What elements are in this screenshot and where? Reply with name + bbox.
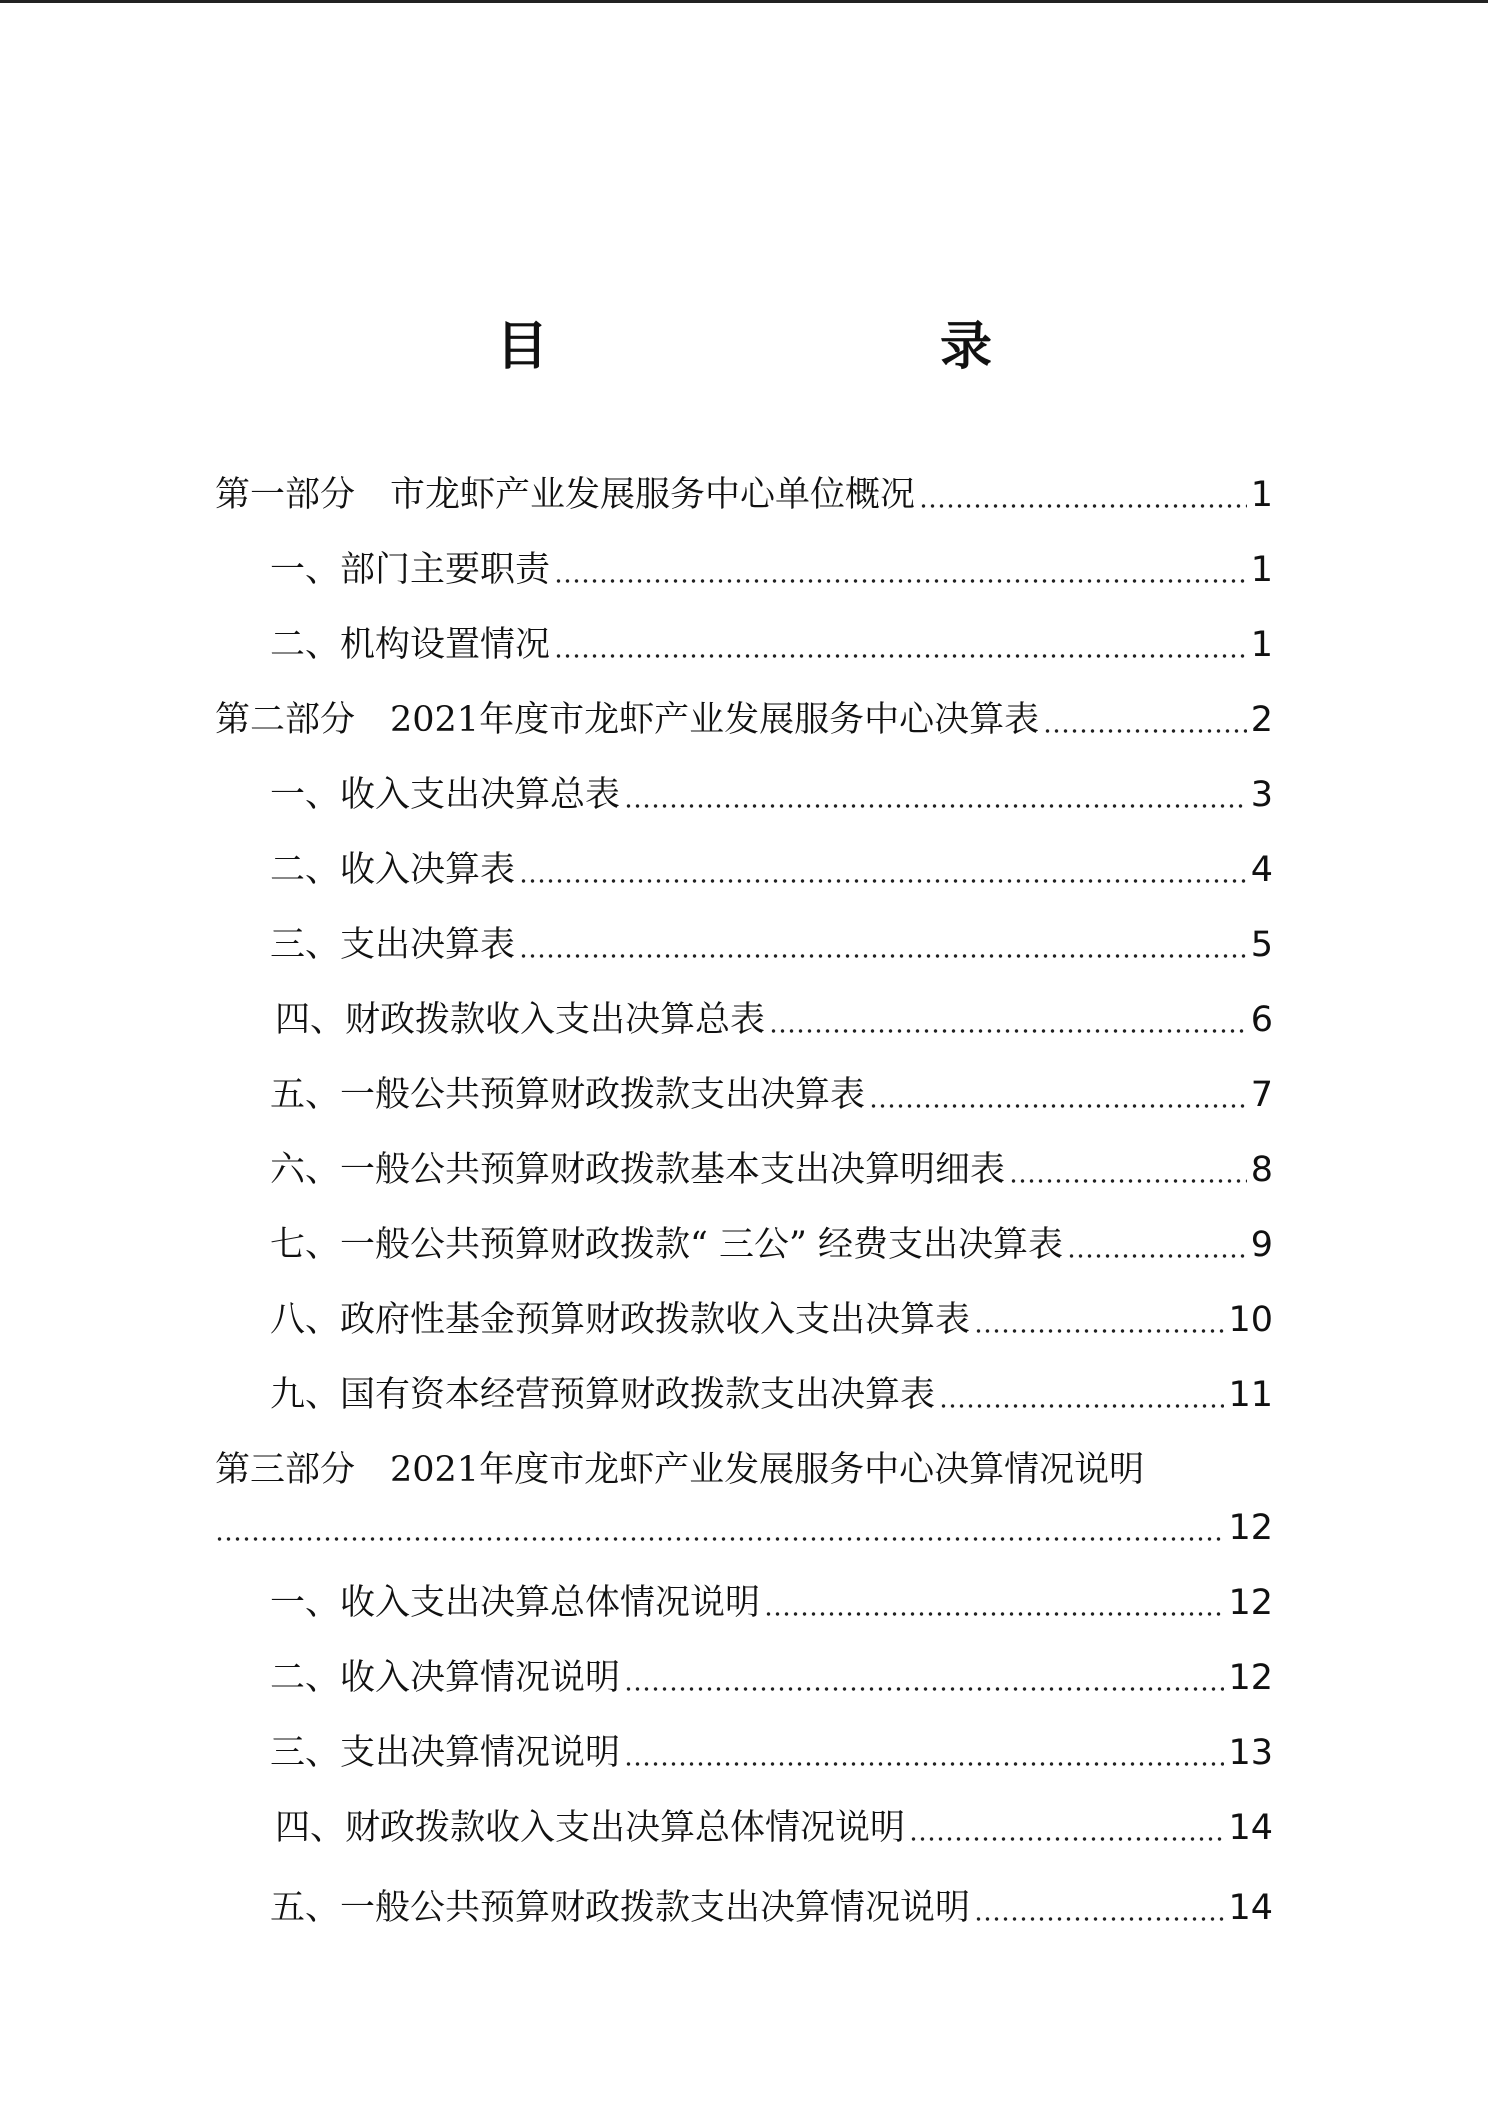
dot-leader xyxy=(1043,729,1247,733)
toc-entry-part2-item6[interactable] xyxy=(270,1145,1273,1195)
toc-entry-page-number: 10 xyxy=(1228,1300,1273,1340)
dot-leader xyxy=(624,1762,1224,1766)
toc-entry-part2-item2[interactable] xyxy=(270,845,1273,895)
toc-entry-part3-item1[interactable] xyxy=(270,1578,1273,1628)
toc-entry-label: 一、部门主要职责 xyxy=(270,550,551,590)
toc-entry-page-number: 11 xyxy=(1228,1375,1273,1415)
toc-entry-label: 第一部分 市龙虾产业发展服务中心单位概况 xyxy=(215,475,916,515)
dot-leader xyxy=(554,579,1247,583)
toc-entry-label: 二、机构设置情况 xyxy=(270,625,551,665)
toc-entry-label: 一、收入支出决算总表 xyxy=(270,775,621,815)
dot-leader xyxy=(769,1029,1247,1033)
dot-leader xyxy=(519,879,1247,883)
toc-entry-page-number: 2 xyxy=(1250,700,1273,740)
dot-leader xyxy=(215,1537,1224,1541)
toc-entry-part2-item3[interactable] xyxy=(270,920,1273,970)
toc-entry-page-number: 8 xyxy=(1250,1150,1273,1190)
dot-leader xyxy=(939,1404,1224,1408)
toc-entry-label: 六、一般公共预算财政拨款基本支出决算明细表 xyxy=(270,1150,1006,1190)
toc-entry-part3-item3[interactable] xyxy=(270,1728,1273,1778)
toc-entry-page-number: 1 xyxy=(1250,475,1273,515)
toc-entry-label: 四、财政拨款收入支出决算总表 xyxy=(275,1000,766,1040)
toc-entry-page-number: 6 xyxy=(1250,1000,1273,1040)
toc-entry-label: 第二部分 2021年度市龙虾产业发展服务中心决算表 xyxy=(215,700,1040,740)
toc-entry-label: 二、收入决算表 xyxy=(270,850,516,890)
dot-leader xyxy=(764,1612,1224,1616)
dot-leader xyxy=(974,1329,1224,1333)
toc-entry-label: 二、收入决算情况说明 xyxy=(270,1658,621,1698)
dot-leader xyxy=(869,1104,1247,1108)
toc-entry-page-number: 4 xyxy=(1250,850,1273,890)
toc-entry-part1[interactable] xyxy=(215,470,1273,520)
toc-entry-page-number: 3 xyxy=(1250,775,1273,815)
toc-entry-page-number: 9 xyxy=(1250,1225,1273,1265)
toc-entry-part2[interactable] xyxy=(215,695,1273,745)
toc-entry-label: 三、支出决算表 xyxy=(270,925,516,965)
toc-entry-part3-item4[interactable] xyxy=(275,1803,1273,1853)
toc-entry-part2-item8[interactable] xyxy=(270,1295,1273,1345)
toc-entry-label: 三、支出决算情况说明 xyxy=(270,1733,621,1773)
dot-leader xyxy=(624,1687,1224,1691)
toc-entry-part2-item7[interactable] xyxy=(270,1220,1273,1270)
toc-entry-label: 五、一般公共预算财政拨款支出决算情况说明 xyxy=(270,1888,971,1928)
toc-entry-part1-item2[interactable] xyxy=(270,620,1273,670)
toc-entry-page-number: 5 xyxy=(1250,925,1273,965)
toc-entry-page-number: 7 xyxy=(1250,1075,1273,1115)
dot-leader xyxy=(909,1837,1224,1841)
toc-entry-label: 一、收入支出决算总体情况说明 xyxy=(270,1583,761,1623)
toc-entry-part3-item5[interactable] xyxy=(270,1883,1273,1933)
page-title: 目 录 xyxy=(495,317,1088,377)
dot-leader xyxy=(1009,1179,1247,1183)
dot-leader xyxy=(554,654,1247,658)
toc-entry-page-number: 14 xyxy=(1228,1888,1273,1928)
toc-entry-page-number: 14 xyxy=(1228,1808,1273,1848)
dot-leader xyxy=(919,504,1247,508)
toc-entry-part3[interactable] xyxy=(215,1503,1273,1553)
toc-entry-label: 八、政府性基金预算财政拨款收入支出决算表 xyxy=(270,1300,971,1340)
toc-entry-part2-item4[interactable] xyxy=(275,995,1273,1045)
toc-entry-page-number: 12 xyxy=(1228,1508,1273,1548)
toc-entry-page-number: 1 xyxy=(1250,550,1273,590)
toc-entry-label: 九、国有资本经营预算财政拨款支出决算表 xyxy=(270,1375,936,1415)
toc-entry-page-number: 12 xyxy=(1228,1583,1273,1623)
dot-leader xyxy=(974,1917,1224,1921)
toc-entry-label: 四、财政拨款收入支出决算总体情况说明 xyxy=(275,1808,906,1848)
toc-entry-part1-item1[interactable] xyxy=(270,545,1273,595)
toc-entry-part2-item5[interactable] xyxy=(270,1070,1273,1120)
dot-leader xyxy=(519,954,1247,958)
toc-entry-page-number: 13 xyxy=(1228,1733,1273,1773)
toc-entry-part3-item2[interactable] xyxy=(270,1653,1273,1703)
toc-entry-page-number: 12 xyxy=(1228,1658,1273,1698)
toc-entry-label: 七、一般公共预算财政拨款“ 三公” 经费支出决算表 xyxy=(270,1225,1064,1265)
toc-entry-part3-label[interactable]: 第三部分 2021年度市龙虾产业发展服务中心决算情况说明 xyxy=(215,1450,1145,1490)
dot-leader xyxy=(1067,1254,1247,1258)
toc-entry-part2-item1[interactable] xyxy=(270,770,1273,820)
dot-leader xyxy=(624,804,1247,808)
toc-entry-label: 五、一般公共预算财政拨款支出决算表 xyxy=(270,1075,866,1115)
toc-entry-page-number: 1 xyxy=(1250,625,1273,665)
toc-entry-part2-item9[interactable] xyxy=(270,1370,1273,1420)
